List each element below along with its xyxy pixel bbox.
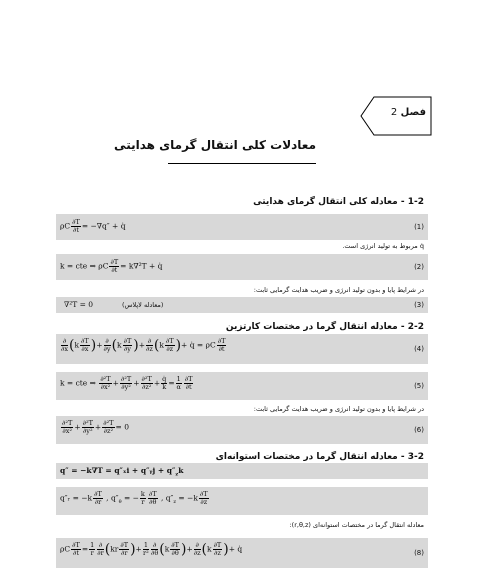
equation-6: $\frac{\text{∂²T}}{\text{∂x²}}$ + $\frac{\text{∂²T}}{\text{∂y²}}$ + $\frac{\text{∂²T}}{\text{∂z²}}$ = 0	[62, 419, 129, 435]
equation-4: $\frac{\partial}{\partial x}$ (k $\frac{\partial T}{\partial x}$ )+ $\frac{\partial}{\partial y}$ (k $\frac{\partial T}{\partial y}$ )+ $\frac{\partial}{\partial z}$ (k $\frac{\partial T}{\partial z}$ )+ q̇ = ρC $\frac{\partial T}{\partial t}$	[61, 337, 226, 354]
equation-number: (6)	[414, 426, 424, 434]
note-steady: در شرایط پایا و بدون تولید انرژی و ضریب هدایت گرمایی ثابت:	[253, 405, 424, 413]
section-heading: 3-2 - معادله انتقال گرما در مختصات استوانه‌ای	[215, 452, 424, 462]
equation-number: (8)	[414, 549, 424, 557]
equation-number: (5)	[414, 382, 424, 390]
title-underline	[168, 163, 316, 164]
equation-box	[56, 538, 428, 568]
equation-box	[56, 372, 428, 400]
equation-box	[56, 487, 428, 515]
note-steady: در شرایط پایا و بدون تولید انرژی و ضریب هدایت گرمایی ثابت:	[253, 286, 424, 294]
note-q-dot: q̇ مربوط به تولید انرژی است.	[342, 242, 424, 250]
equation-box	[56, 463, 428, 479]
laplace-label: (معادله لاپلاس)	[122, 301, 164, 309]
equation-1: ρC $\frac{\partial T}{\partial t}$ = −∇q″ + q̇	[60, 218, 126, 234]
chapter-tab	[360, 96, 432, 136]
equation-box	[56, 214, 428, 240]
equation-2: k = cte ⇒ ρC $\frac{\partial T}{\partial t}$ = k∇²T + q̇	[60, 258, 163, 274]
equation-number: (1)	[414, 223, 424, 231]
equation-number: (4)	[414, 345, 424, 353]
equation-box	[56, 416, 428, 444]
equation-box	[56, 334, 428, 364]
equation-9: ρC $\frac{\partial T}{\partial t}$ = $\frac{1}{r}$ $\frac{\partial}{\partial r}$ (kr $\frac{\partial T}{\partial r}$ )+ $\frac{1}{\text{r²}}$ $\frac{\partial}{\partial\theta}$ (k $\frac{\partial T}{\partial\theta}$ )+ $\frac{\partial}{\partial z}$ (k $\frac{\partial T}{\partial z}$ )+ q̇	[60, 541, 243, 558]
equation-number: (2)	[414, 263, 424, 271]
note-cylindrical: معادله انتقال گرما در مختصات استوانه‌ای (r,θ,z):	[289, 521, 424, 529]
equation-7: q″ = −k∇T = q″ₓi + q″ᵧj + $q''_zk$	[60, 466, 184, 478]
equation-box	[56, 254, 428, 280]
equation-5: k = cte ⇒ $\frac{\text{∂²T}}{\text{∂x²}}$ + $\frac{\text{∂²T}}{\text{∂y²}}$ + $\frac{\text{∂²T}}{\text{∂z²}}$ + $\frac{q̇}{k}$ = $\frac{1}{\alpha}$ $\frac{\partial T}{\partial t}$	[60, 375, 193, 391]
section-heading: 1-2 - معادله کلی انتقال گرمای هدایتی	[253, 197, 424, 207]
equation-box	[56, 297, 428, 313]
page-title: معادلات کلی انتقال گرمای هدایتی	[114, 138, 316, 152]
equation-number: (3)	[414, 301, 424, 309]
equation-3: ∇²T = 0	[64, 300, 94, 309]
equation-8: q″ᵣ = −k $\frac{\partial T}{\partial r}$ , $q''_\theta$ = − $\frac{k}{r}$ $\frac{\partial T}{\partial\theta}$ , $q''_z = -k$ $\frac{\partial T}{\partial z}$	[60, 490, 208, 506]
section-heading: 2-2 - معادله انتقال گرما در مختصات کارتزین	[225, 322, 424, 332]
chapter-label: فصل 2	[390, 107, 426, 118]
